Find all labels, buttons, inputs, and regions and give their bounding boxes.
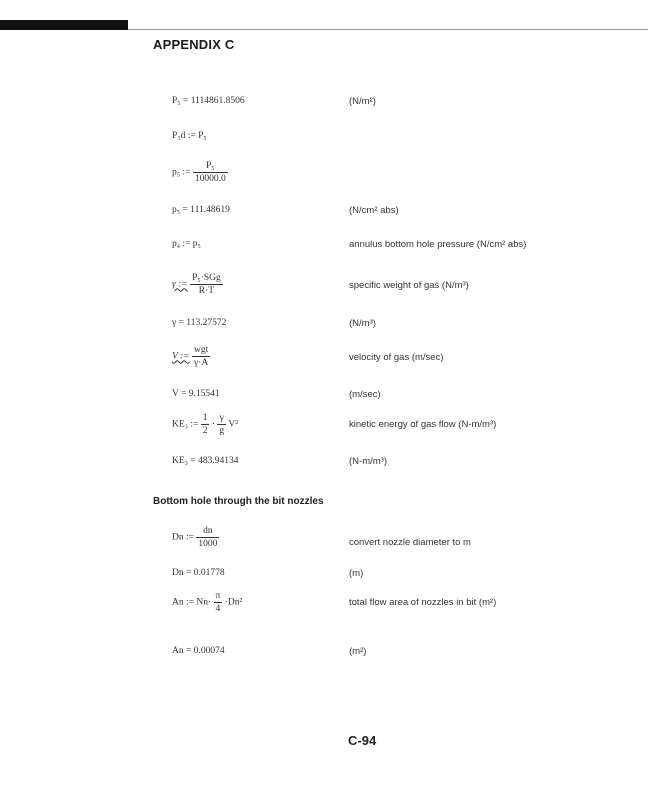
denominator: R·T — [198, 286, 215, 296]
numerator: 1 — [202, 413, 208, 423]
note-area-units: (m²) — [349, 646, 367, 657]
note-diameter-units: (m) — [349, 568, 364, 579]
eq-nozzle-diameter-def — [172, 525, 219, 550]
note-velocity-units: (m/sec) — [349, 389, 381, 400]
lhs: Dn := — [172, 532, 194, 543]
eq-gamma-value: γ = 113.27572 — [172, 318, 227, 328]
note-p5-small-units: (N/cm² abs) — [349, 205, 399, 216]
eq-kinetic-energy-def: KE₃ := $\frac{1}{2}$ · $\frac{\gamma}{g}$ V² — [172, 413, 239, 436]
eq-p5-value: P₅ = 1114861.8506 — [172, 96, 245, 106]
eq-velocity-value: V = 9.15541 — [172, 389, 220, 399]
denominator: γ·A — [193, 358, 209, 368]
eq-p4-def: p₄ := p₅ — [172, 239, 201, 249]
lhs: V := — [172, 351, 190, 362]
numerator: π — [215, 591, 221, 601]
eq-nozzle-area-def — [172, 590, 242, 615]
eq-nozzle-area-value: An = 0.00074 — [172, 646, 225, 656]
numerator: dn — [196, 525, 219, 538]
lhs: p₅ := — [172, 167, 191, 178]
numerator: wgt — [193, 345, 209, 355]
denominator: 1000 — [198, 539, 218, 549]
lhs: KE₃ := — [172, 419, 199, 430]
eq-velocity-def — [172, 344, 210, 369]
numerator: P₅·SGg — [192, 273, 221, 283]
header-bar-thick — [0, 20, 128, 30]
denominator: 2 — [202, 426, 208, 436]
denominator: 10000.0 — [194, 174, 226, 184]
lhs: γ := — [172, 279, 188, 290]
note-convert-diameter: convert nozzle diameter to m — [349, 537, 471, 548]
appendix-title: APPENDIX C — [153, 37, 235, 52]
note-kinetic-energy: kinetic energy of gas flow (N-m/m³) — [349, 419, 497, 430]
diameter-squared: ·Dn² — [224, 597, 243, 608]
fraction-pi-4 — [214, 590, 223, 615]
numerator: γ — [217, 412, 226, 425]
note-velocity: velocity of gas (m/sec) — [349, 352, 444, 363]
eq-p5-small-def — [172, 160, 228, 185]
velocity-squared: V² — [228, 419, 239, 430]
fraction — [196, 525, 219, 550]
eq-kinetic-energy-value: KE₃ = 483.94134 — [172, 456, 239, 466]
header-rule — [128, 29, 648, 30]
eq-p5-small-value: p₅ = 111.48619 — [172, 205, 230, 215]
fraction-half — [201, 412, 210, 437]
fraction — [190, 272, 223, 297]
numerator: P₅ — [193, 160, 228, 173]
section-heading: Bottom hole through the bit nozzles — [153, 496, 324, 507]
denominator: g — [219, 426, 225, 436]
fraction — [192, 344, 210, 369]
note-specific-weight: specific weight of gas (N/m³) — [349, 280, 469, 291]
page-number: C-94 — [348, 733, 377, 748]
fraction-gamma-g — [217, 412, 226, 437]
note-gamma-units: (N/m³) — [349, 318, 376, 329]
denominator: 4 — [215, 604, 221, 614]
fraction — [193, 160, 228, 185]
lhs: An := Nn· — [172, 597, 212, 608]
note-p5-units: (N/m²) — [349, 96, 376, 107]
eq-gamma-def — [172, 272, 223, 297]
note-flow-area: total flow area of nozzles in bit (m²) — [349, 597, 497, 608]
note-annulus-pressure: annulus bottom hole pressure (N/cm² abs) — [349, 239, 527, 250]
eq-nozzle-diameter-value: Dn = 0.01778 — [172, 568, 225, 578]
eq-p3d-def: P₃d := P₅ — [172, 131, 207, 141]
note-kinetic-energy-units: (N-m/m³) — [349, 456, 387, 467]
